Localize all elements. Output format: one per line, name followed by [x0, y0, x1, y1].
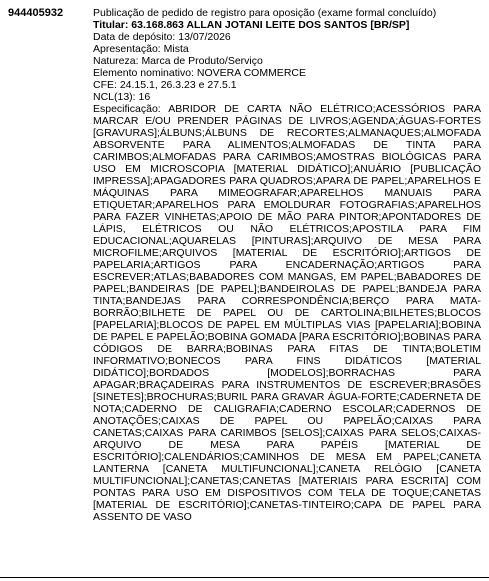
nature: Natureza: Marca de Produto/Serviço	[93, 55, 263, 67]
publication-details	[93, 7, 481, 523]
dispatch-description: Publicação de pedido de registro para oposição (exame formal concluído)	[93, 7, 437, 19]
titular-line: Titular: 63.168.863 ALLAN JOTANI LEITE DOS SANTOS [BR/SP]	[93, 19, 410, 31]
deposit-date: Data de depósito: 13/07/2026	[93, 31, 231, 43]
cfe-codes: CFE: 24.15.1, 26.3.23 e 27.5.1	[93, 79, 237, 91]
presentation: Apresentação: Mista	[93, 43, 189, 55]
ncl-class: NCL(13): 16	[93, 91, 151, 103]
nominative-element: Elemento nominativo: NOVERA COMMERCE	[93, 67, 306, 79]
specification-text: Especificação: ABRIDOR DE CARTA NÃO ELÉTRICO;ACESSÓRIOS PARA MARCAR E/OU PRENDER PÁGINAS DE LIVROS;AGENDA;ÁGUAS-FORTES [GRAVURAS];ÁLBUNS;ÁLBUNS DE RECORTES;ALMANAQUES;ALMOFADA ABSORVENTE PARA ALIMENTOS;ALMOFADAS DE TINTA PARA CARIMBOS;ALMOFADAS PARA CARIMBOS;AMOSTRAS BIOLÓGICAS PARA USO EM MICROSCOPIA [MATERIAL DIDÁTICO];ANUÁRIO [PUBLICAÇÃO IMPRESSA];APAGADORES PARA QUADROS;APARA DE PAPEL;APARELHOS E MÁQUINAS PARA MIMEOGRAFAR;APARELHOS MANUAIS PARA ETIQUETAR;APARELHOS PARA EMOLDURAR FOTOGRAFIAS;APARELHOS PARA FAZER VINHETAS;APOIO DE MÃO PARA PINTOR;APONTADORES DE LÁPIS, ELÉTRICOS OU NÃO ELÉTRICOS;APOSTILA PARA FIM EDUCACIONAL;AQUARELAS [PINTURAS];ARQUIVO DE MESA PARA MICROFILME;ARQUIVOS [MATERIAL DE ESCRITÓRIO];ARTIGOS DE PAPELARIA;ARTIGOS PARA ENCADERNAÇÃO;ARTIGOS PARA ESCREVER;ATLAS;BABADORES COM MANGAS, EM PAPEL;BABADORES DE PAPEL;BANDEIRAS [DE PAPEL];BANDEIROLAS DE PAPEL;BANDEJA PARA TINTA;BANDEJAS PARA CORRESPONDÊNCIA;BERÇO PARA MATA-BORRÃO;BILHETE DE PAPEL OU DE CARTOLINA;BILHETES;BLOCOS [PAPELARIA];BLOCOS DE PAPEL EM MÚLTIPLAS VIAS [PAPELARIA];BOBINA DE PAPEL E PAPELÃO;BOBINA GOMADA [PARA ESCRITÓRIO];BOBINAS PARA CÓDIGOS DE BARRA;BOBINAS PARA FITAS DE TINTA;BOLETIM INFORMATIVO;BONECOS PARA FINS DIDÁTICOS [MATERIAL DIDÁTICO];BORDADOS [MODELOS];BORRACHAS PARA APAGAR;BRAÇADEIRAS PARA INSTRUMENTOS DE ESCREVER;BRASÕES [SINETES];BROCHURAS;BURIL PARA GRAVAR ÁGUA-FORTE;CADERNETA DE NOTA;CADERNO DE CALIGRAFIA;CADERNO ESCOLAR;CADERNOS DE ANOTAÇÕES;CAIXAS DE PAPEL OU PAPELÃO;CAIXAS PARA CANETAS;CAIXAS PARA CARIMBOS [SELOS];CAIXAS PARA SELOS;CAIXAS-ARQUIVO DE MESA PARA PAPÉIS [MATERIAL DE ESCRITÓRIO];CALENDÁRIOS;CAMINHOS DE MESA EM PAPEL;CANETA LANTERNA [CANETA MULTIFUNCIONAL];CANETA RELÓGIO [CANETA MULTIFUNCIONAL];CANETAS;CANETAS [MATERIAIS PARA ESCRITA] COM PONTAS PARA USO EM DISPOSITIVOS COM TELA DE TOQUE;CANETAS [MATERIAL DE ESCRITÓRIO];CANETAS-TINTEIRO;CAPA DE PAPEL PARA ASSENTO DE VASO	[93, 103, 481, 523]
bottom-divider	[0, 577, 489, 578]
process-number: 944405932	[8, 7, 64, 19]
